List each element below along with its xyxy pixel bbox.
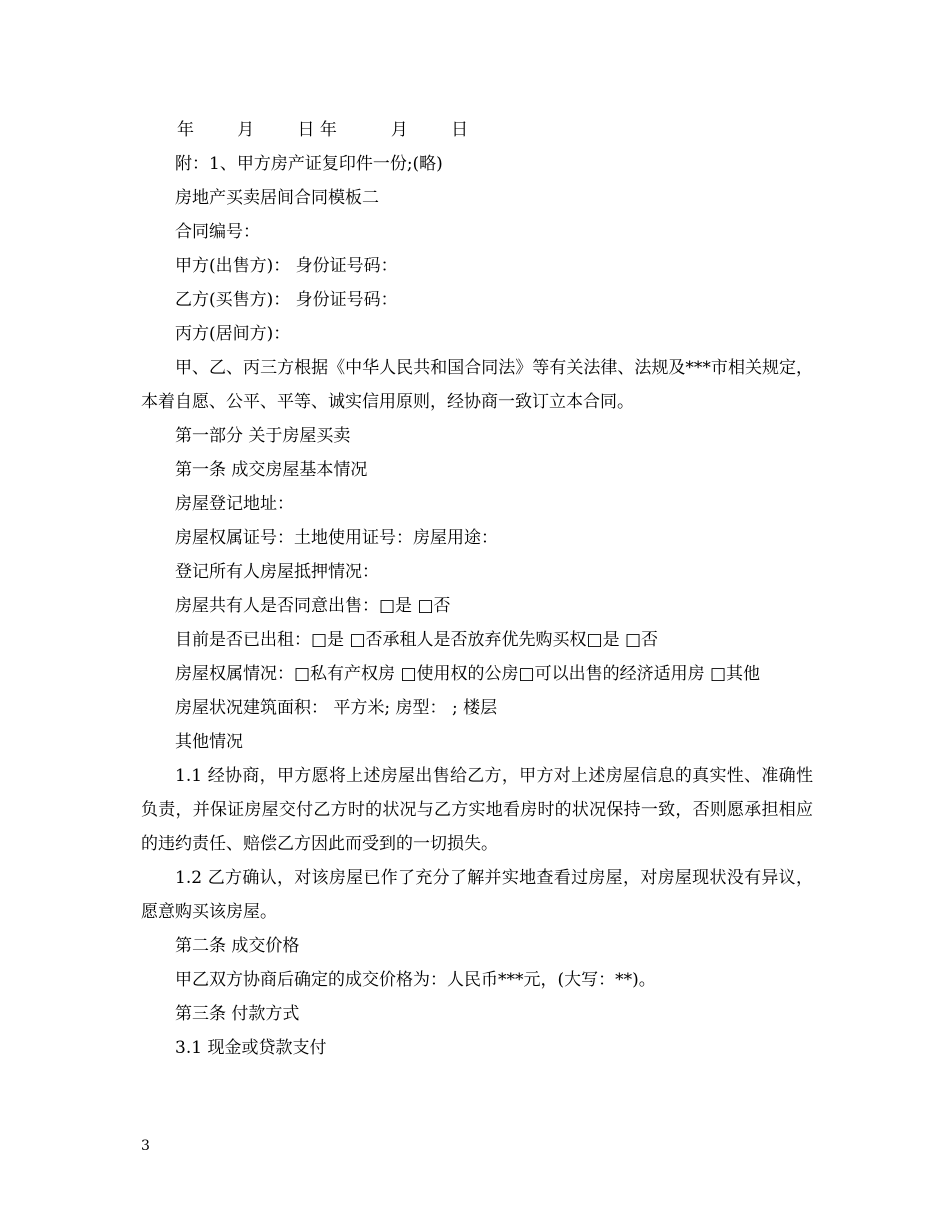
certificate-numbers-line: 房屋权属证号：土地使用证号：房屋用途： <box>175 528 498 548</box>
party-b-line: 乙方(买售方)： 身份证号码： <box>175 290 398 310</box>
article-two-heading: 第二条 成交价格 <box>175 936 300 956</box>
ownership-type-line: 房屋权属情况：□私有产权房 □使用权的公房□可以出售的经济适用房 □其他 <box>175 664 761 684</box>
article-three-heading: 第三条 付款方式 <box>175 1004 300 1024</box>
preamble-paragraph: 甲、乙、丙三方根据《中华人民共和国合同法》等有关法律、法规及***市相关规定，本着自愿、公平、平等、诚实信用原则，经协商一致订立本合同。 <box>141 358 813 412</box>
party-c-line: 丙方(居间方)： <box>175 324 291 344</box>
other-conditions-line: 其他情况 <box>175 732 243 752</box>
house-condition-line: 房屋状况建筑面积： 平方米; 房型： ; 楼层 <box>175 698 498 718</box>
house-address-line: 房屋登记地址： <box>175 494 294 514</box>
part-one-heading: 第一部分 关于房屋买卖 <box>175 426 351 446</box>
article-one-heading: 第一条 成交房屋基本情况 <box>175 460 368 480</box>
document-body <box>141 113 813 1065</box>
contract-title: 房地产买卖居间合同模板二 <box>175 188 379 208</box>
mortgage-status-line: 登记所有人房屋抵押情况： <box>175 562 379 582</box>
rental-status-line: 目前是否已出租：□是 □否承租人是否放弃优先购买权□是 □否 <box>175 630 659 650</box>
clause-1-1: 1.1 经协商，甲方愿将上述房屋出售给乙方，甲方对上述房屋信息的真实性、准确性负责，并保证房屋交付乙方时的状况与乙方实地看房时的状况保持一致，否则愿承担相应的违约责任、赔偿乙方因此而受到的一切损失。 <box>141 766 813 854</box>
attachment-note: 附：1、甲方房产证复印件一份;(略) <box>175 154 443 174</box>
clause-3-1: 3.1 现金或贷款支付 <box>175 1038 327 1058</box>
signature-date-line: 年 月 日 年 月 日 <box>177 120 469 140</box>
party-a-line: 甲方(出售方)： 身份证号码： <box>175 256 398 276</box>
co-owner-consent-line: 房屋共有人是否同意出售：□是 □否 <box>175 596 451 616</box>
transaction-price-line: 甲乙双方协商后确定的成交价格为：人民币***元，(大写：**)。 <box>175 970 656 990</box>
clause-1-2: 1.2 乙方确认，对该房屋已作了充分了解并实地查看过房屋，对房屋现状没有异议，愿意购买该房屋。 <box>141 868 813 922</box>
contract-number-line: 合同编号： <box>175 222 260 242</box>
page-number: 3 <box>141 1138 150 1154</box>
